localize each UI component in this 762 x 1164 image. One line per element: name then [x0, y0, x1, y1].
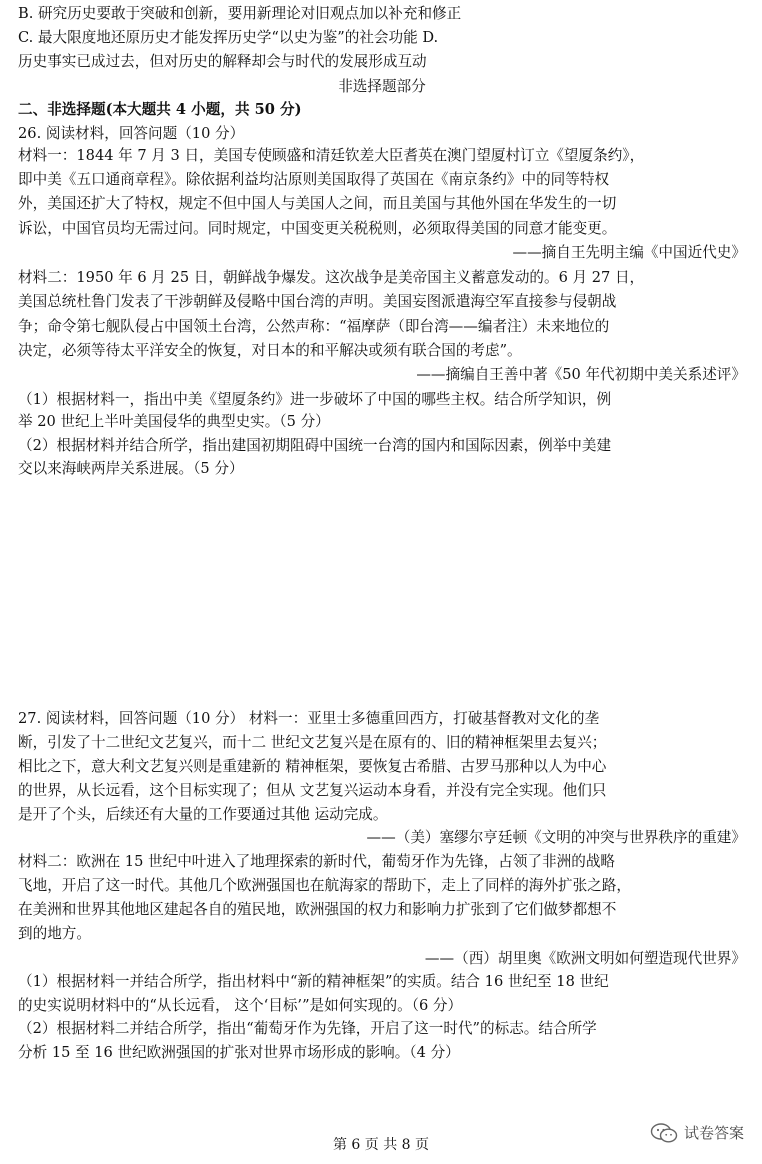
- q27-q2-line: （2）根据材料二并结合所学，指出“葡萄牙作为先锋，开启了这一时代”的标志。结合所学: [18, 1020, 597, 1037]
- watermark: [650, 1122, 744, 1143]
- wechat-icon: [650, 1123, 678, 1143]
- q26-m1-line: 外，美国还扩大了特权，规定不但中国人与美国人之间，而且美国与其他外国在华发生的一切: [18, 195, 617, 212]
- q26-m2-source: ——摘编自王善中著《50 年代初期中美关系述评》: [416, 366, 746, 383]
- q27-m1-line: 的世界，从长远看，这个目标实现了；但从 文艺复兴运动本身看，并没有完全实现。他们只: [18, 782, 607, 799]
- q26-m2-line: 争；命令第七舰队侵占中国领土台湾，公然声称：“福摩萨（即台湾——编者注）未来地位的: [18, 318, 610, 335]
- q27-m2-line: 到的地方。: [18, 925, 91, 942]
- q26-m1-line: 即中美《五口通商章程》。除依据利益均沾原则美国取得了英国在《南京条约》中的同等特权: [18, 171, 610, 188]
- q27-q2-line: 分析 15 至 16 世纪欧洲强国的扩张对世界市场形成的影响。（4 分）: [18, 1044, 460, 1061]
- section-title: 非选择题部分: [338, 78, 426, 95]
- q27-m2-source: ——（西）胡里奥《欧洲文明如何塑造现代世界》: [424, 950, 746, 967]
- q26-m1-line: 材料一：1844 年 7 月 3 日，美国专使顾盛和清廷钦差大臣耆英在澳门望厦村订立《望厦条约》，: [18, 147, 645, 164]
- q26-m1-source: ——摘自王先明主编《中国近代史》: [512, 244, 746, 261]
- q26-m2-line: 材料二：1950 年 6 月 25 日，朝鲜战争爆发。这次战争是美帝国主义蓄意发动的。6 月 27 日，: [18, 269, 645, 286]
- option-c: C. 最大限度地还原历史才能发挥历史学“以史为鉴”的社会功能 D.: [18, 29, 439, 46]
- q27-m1-line: 27. 阅读材料，回答问题（10 分） 材料一：亚里士多德重回西方，打破基督教对文化的垄: [18, 710, 600, 727]
- q26-q1-line: 举 20 世纪上半叶美国侵华的典型史实。（5 分）: [18, 413, 330, 430]
- q26-q1-line: （1）根据材料一，指出中美《望厦条约》进一步破坏了中国的哪些主权。结合所学知识，例: [18, 391, 612, 408]
- q26-q2-line: （2）根据材料并结合所学，指出建国初期阻碍中国统一台湾的国内和国际因素，例举中美建: [18, 437, 612, 454]
- q26-m2-line: 美国总统杜鲁门发表了干涉朝鲜及侵略中国台湾的声明。美国妄图派遣海空军直接参与侵朝战: [18, 293, 617, 310]
- page-number: 第 6 页 共 8 页: [332, 1137, 430, 1153]
- q27-q1-line: （1）根据材料一并结合所学，指出材料中“新的精神框架”的实质。结合 16 世纪至 18 世纪: [18, 973, 609, 990]
- q27-m2-line: 飞地，开启了这一时代。其他几个欧洲强国也在航海家的帮助下，走上了同样的海外扩张之路，: [18, 877, 631, 894]
- q26-q2-line: 交以来海峡两岸关系进展。（5 分）: [18, 460, 244, 477]
- q27-m1-line: 是开了个头，后续还有大量的工作要通过其他 运动完成。: [18, 806, 388, 823]
- q27-q1-line: 的史实说明材料中的“从长远看， 这个‘目标’”是如何实现的。（6 分）: [18, 997, 463, 1014]
- q26-title: 26. 阅读材料，回答问题（10 分）: [18, 125, 245, 142]
- q27-m1-line: 相比之下，意大利文艺复兴则是重建新的 精神框架，要恢复古希腊、古罗马那种以人为中心: [18, 758, 607, 775]
- section-heading: 二、非选择题(本大题共 4 小题，共 50 分): [18, 101, 302, 118]
- q27-m2-line: 材料二：欧洲在 15 世纪中叶进入了地理探索的新时代，葡萄牙作为先锋，占领了非洲的战略: [18, 853, 616, 870]
- q27-m1-line: 断，引发了十二世纪文艺复兴，而十二 世纪文艺复兴是在原有的、旧的精神框架里去复兴；: [18, 734, 607, 751]
- watermark-text: 试卷答案: [683, 1124, 744, 1142]
- option-b: B. 研究历史要敢于突破和创新，要用新理论对旧观点加以补充和修正: [18, 5, 462, 22]
- q27-m2-line: 在美洲和世界其他地区建起各自的殖民地，欧洲强国的权力和影响力扩张到了它们做梦都想不: [18, 901, 617, 918]
- option-d: 历史事实已成过去，但对历史的解释却会与时代的发展形成互动: [18, 53, 427, 70]
- q26-m1-line: 诉讼，中国官员均无需过问。同时规定，中国变更关税税则，必须取得美国的同意才能变更。: [18, 220, 617, 237]
- q26-m2-line: 决定，必须等待太平洋安全的恢复，对日本的和平解决或须有联合国的考虑”。: [18, 342, 522, 359]
- q27-m1-source: ——（美）塞缪尔亨廷顿《文明的冲突与世界秩序的重建》: [366, 829, 746, 846]
